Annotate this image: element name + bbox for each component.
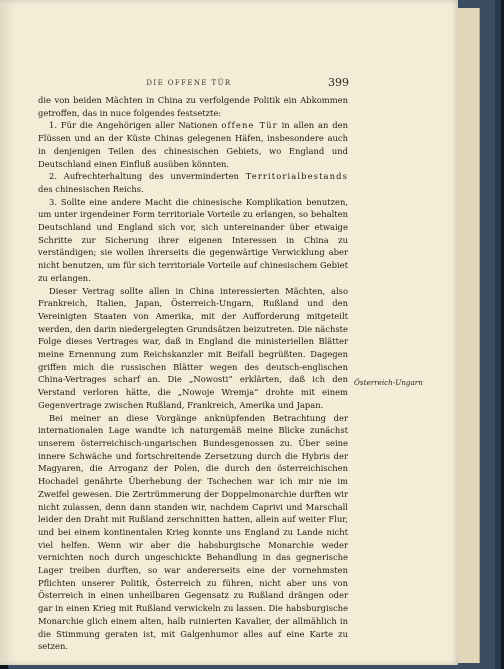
- text-run: des chinesischen Reichs.: [38, 183, 144, 194]
- text-run: 3. Sollte eine andere Macht die chinesische Komplikation benutzen, um unter irgendeiner Form territoriale Vorteile zu erlangen, so behalten Deutschland und England sich vor, sich untereinander über etwaige Schritte zur Sicherung ihrer eigenen Interessen in China zu verständigen; sie wollen ihrerseits die gegenwärtige Verwicklung aber nicht benutzen, um für sich territoriale Vorteile auf chinesischem Gebiet zu erlangen.: [38, 196, 348, 283]
- running-head-title: DIE OFFENE TÜR: [146, 79, 232, 87]
- text-run: in allen an den Flüssen und an der Küste Chinas gelegenen Häfen, insbesondere auch in denjenigen Teilen des chinesischen Gebiets, wo England und Deutschland einen Einfluß ausüben könnten.: [38, 120, 348, 169]
- body-text: [38, 94, 348, 653]
- text-run: Bei meiner an diese Vorgänge anknüpfenden Betrachtung der internationalen Lage wandte ich naturgemäß meine Blicke zunächst unserem österreichisch-ungarischen Bundesgenossen zu. Über seine innere Schwäche und fortschreitende Zersetzung durch die Hybris der Magyaren, die Arroganz der Polen, die durch den österreichischen Hochadel genährte Überhebung der Tschechen war ich mir nie im Zweifel gewesen. Die Zertrümmerung der Doppelmonarchie durften wir nicht zulassen, denn dann standen wir, nachdem Caprivi und Marschall leider den Draht mit Rußland zerschnitten hatten, allein auf weiter Flur, und bei einem kontinentalen Krieg konnte uns England zu Lande nicht viel helfen. Wenn wir aber die habsburgische Monarchie weder vernichten noch durch ungeschickte Behandlung in das gegnerische Lager treiben durften, so war andererseits eine der vornehmsten Pflichten unserer Politik, Österreich zu führen, nicht aber uns von Österreich in einen unheilbaren Gegensatz zu Rußland drängen oder gar in einen Krieg mit Rußland verwickeln zu lassen. Die habsburgische Monarchie glich einem alten, halb ruinierten Kavalier, der allmählich in die Stimmung geraten ist, mit Galgenhumor alles auf eine Karte zu setzen.: [38, 412, 348, 652]
- paragraph: [38, 412, 348, 653]
- paragraph: [38, 119, 348, 170]
- paragraph: [38, 285, 348, 412]
- text-run: die von beiden Mächten in China zu verfolgende Politik ein Abkommen getroffen, das in nuce folgendes festsetzte:: [38, 95, 348, 118]
- page-number: 399: [328, 76, 349, 89]
- running-head: [30, 79, 348, 87]
- spaced-emphasis: offene Tür: [221, 120, 278, 131]
- book-cover-edge: [495, 0, 501, 669]
- paragraph: [38, 170, 348, 195]
- page-edges: [455, 8, 480, 663]
- marginal-note: Österreich-Ungarn: [354, 378, 423, 387]
- paragraph: [38, 196, 348, 285]
- spaced-emphasis: Territorialbestands: [245, 171, 348, 182]
- text-run: 2. Aufrechterhaltung des unverminderten: [49, 171, 246, 182]
- text-run: Dieser Vertrag sollte allen in China interessierten Mächten, also Frankreich, Italien, Japan, Österreich-Ungarn, Rußland und den Vereinigten Staaten von Amerika, mit der Aufforderung mitgeteilt werden, den darin niedergelegten Grundsätzen beizutreten. Die nächste Folge dieses Vertrages war, daß in England die ministeriellen Blätter meine Ernennung zum Reichskanzler mit Beifall begrüßten. Dagegen griffen mich die russischen Blätter wegen des deutsch-englischen China-Vertrages scharf an. Die „Nowosti“ erklärten, daß ich den Verstand verloren hätte, die „Nowoje Wremja“ drohte mit einem Gegenvertrage zwischen Rußland, Frankreich, Amerika und Japan.: [38, 285, 348, 410]
- paragraph: [38, 94, 348, 119]
- text-run: 1. Für die Angehörigen aller Nationen: [49, 120, 222, 131]
